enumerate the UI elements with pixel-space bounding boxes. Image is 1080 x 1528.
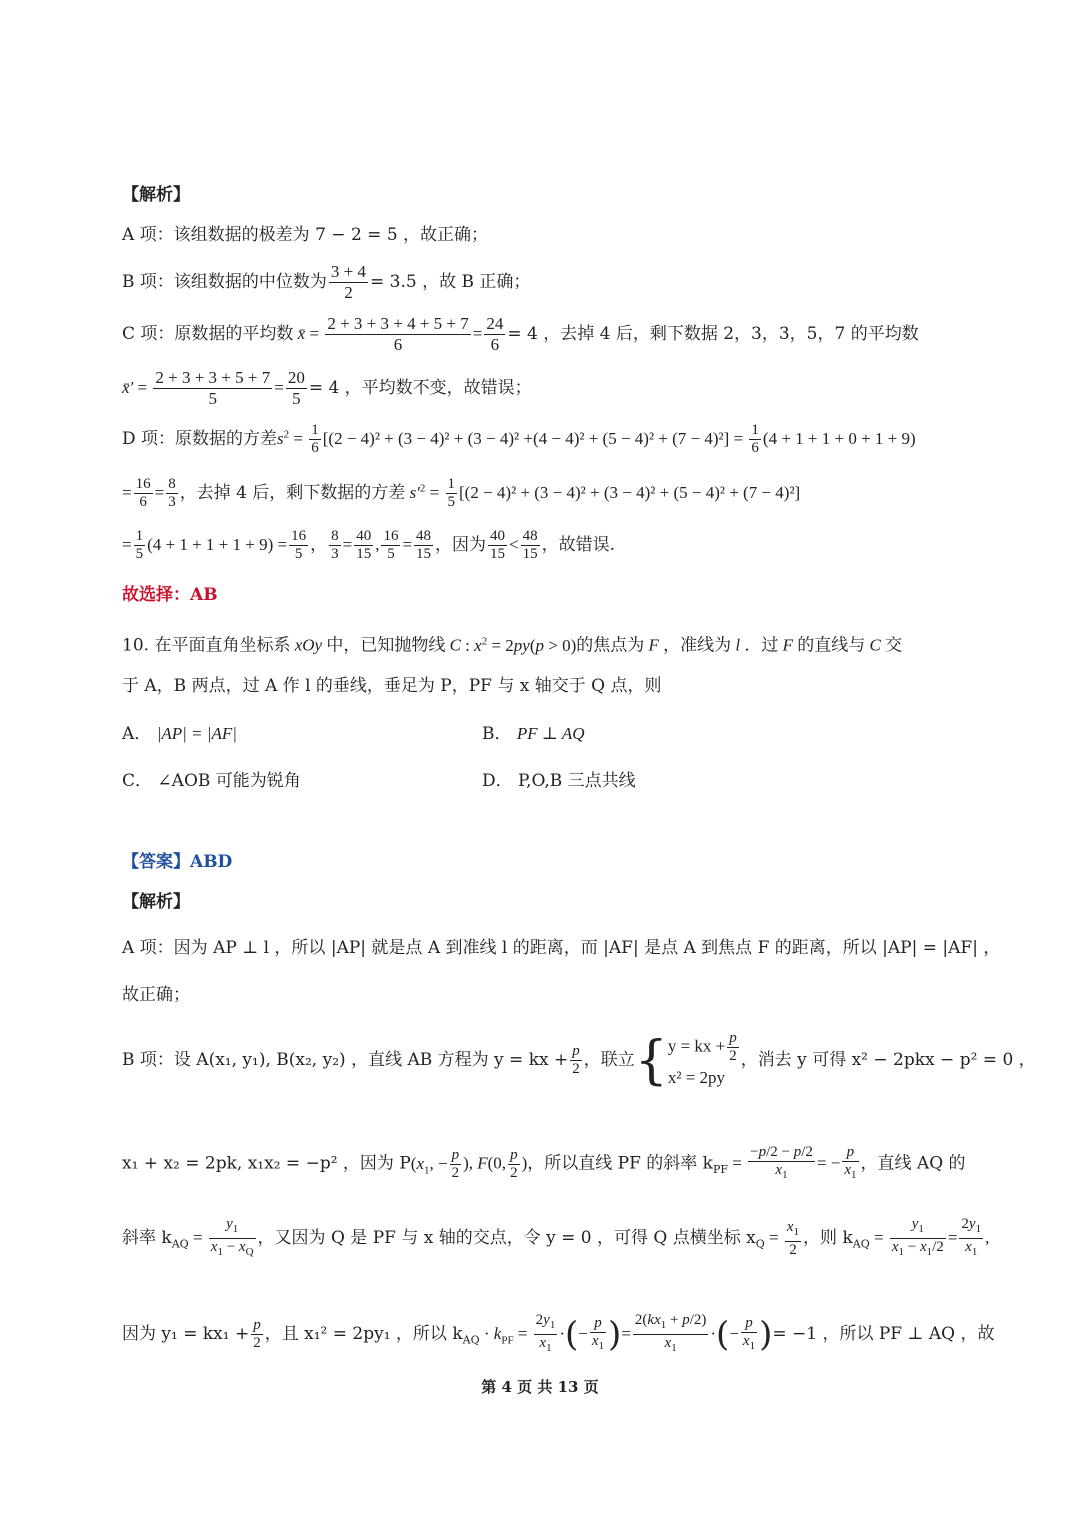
option-d: D． P,O,B 三点共线 xyxy=(482,771,636,791)
q10-b-analysis-line4: 因为 y₁ = kx₁ + $\frac{p}{2}$ ，且 x₁² = 2py₁ ，所以 $k_{AQ} \cdot k_{PF}$ = $\frac{2y_1}{x_1}$ ·(− $\frac{p}{x_1}$ )= $\frac{2(kx_1 + p/2)}{x_1}$ ·(− $\frac{p}{x_1}$ )= −1 ，所以 PF ⊥ AQ ，故 xyxy=(122,1312,995,1355)
median-fraction: $\frac{3 + 4}{2}$ xyxy=(330,262,366,302)
new-mean-fraction-2: $\frac{20}{5}$ xyxy=(287,368,305,408)
answer-choice: 故选择：AB xyxy=(122,585,218,605)
q10-option-b-analysis: B 项：设 A(x₁, y₁), B(x₂, y₂) ，直线 AB 方程为 y = kx + $\frac{p}{2}$ ，联立{ y = kx + $\frac{p}{2}$ x² = 2py ，消去 y 可得 x² − 2pkx − p² = 0 ， xyxy=(122,1030,1036,1091)
option-d-analysis: D 项：原数据的方差$s^2$ = $\frac{1}{6}$ [(2 − 4)² + (3 − 4)² + (3 − 4)² +(4 − 4)² + (5 − 4)² + (7 − 4)²] = $\frac{1}{6}$ (4 + 1 + 1 + 0 + 1 + 9) xyxy=(122,422,916,456)
page-footer: 第 4 页 共 13 页 xyxy=(481,1378,599,1396)
new-mean-fraction: $\frac{2 + 3 + 3 + 5 + 7}{5}$ xyxy=(155,368,271,408)
question-10-stem-2: 于 A，B 两点，过 A 作 l 的垂线，垂足为 P，PF 与 x 轴交于 Q 点，则 xyxy=(122,676,662,696)
q10-b-analysis-line3: 斜率 $k_{AQ}$ = $\frac{y_1}{x_1 - x_Q}$ ，又因为 Q 是 PF 与 x 轴的交点，令 y = 0 ，可得 Q 点横坐标 $x_Q$ = $\frac{x_1}{2}$ ，则 $k_{AQ}$ = $\frac{y_1}{x_1 - x_1/2}$ = $\frac{2y_1}{x_1}$ , xyxy=(122,1216,990,1258)
b-suffix: = 3.5 ，故 B 正确； xyxy=(370,272,531,292)
option-c: C． ∠AOB 可能为锐角 xyxy=(122,771,301,791)
q10-option-a-analysis-2: 故正确； xyxy=(122,985,190,1005)
option-d-analysis-2: = $\frac{16}{6}$ = $\frac{8}{3}$ ，去掉 4 后，剩下数据的方差 $s'^2$ = $\frac{1}{5}$ [(2 − 4)² + (3 − 4)² + (3 − 4)² + (5 − 4)² + (7 − 4)²] xyxy=(122,476,801,510)
option-d-analysis-3: = $\frac{1}{5}$ (4 + 1 + 1 + 1 + 9) = $\frac{16}{5}$ ， $\frac{8}{3}$ = $\frac{40}{15}$ , $\frac{16}{5}$ = $\frac{48}{15}$ ，因为 $\frac{40}{15}$ < $\frac{48}{15}$ ，故错误. xyxy=(122,528,616,562)
question-10-stem: 10. 在平面直角坐标系 xOy 中，已知抛物线 C : $x^2 = 2py(p > 0)$的焦点为 F ，准线为 l ．过 F 的直线与 C 交 xyxy=(122,635,903,656)
option-b: B． PF ⊥ AQ xyxy=(482,724,585,744)
mean-fraction: $\frac{2 + 3 + 3 + 4 + 5 + 7}{6}$ xyxy=(327,314,469,354)
answer-label: 【答案】ABD xyxy=(122,852,233,872)
mean-fraction-2: $\frac{24}{6}$ xyxy=(486,314,504,354)
option-c-analysis: C 项：原数据的平均数 x̄ = $\frac{2 + 3 + 3 + 4 + 5 + 7}{6}$ = $\frac{24}{6}$ = 4 ，去掉 4 后，剩下数据 2，3，3，5，7 的平均数 xyxy=(122,314,919,354)
analysis-heading-2: 【解析】 xyxy=(122,892,190,912)
option-a: A． |AP| = |AF| xyxy=(122,724,237,744)
q10-option-a-analysis: A 项：因为 AP ⊥ l ，所以 |AP| 就是点 A 到准线 l 的距离，而 |AF| 是点 A 到焦点 F 的距离，所以 |AP| = |AF| ， xyxy=(122,938,1001,958)
option-b-analysis xyxy=(122,262,530,303)
q10-b-analysis-line2: x₁ + x₂ = 2pk, x₁x₂ = −p² ，因为 $P(x_1$, − $\frac{p}{2}$ ), F(0, $\frac{p}{2}$ )，所以直线 PF 的斜率 $k_{PF}$ = $\frac{-p/2 - p/2}{x_1}$ = − $\frac{p}{x_1}$ ，直线 AQ 的 xyxy=(122,1144,966,1181)
option-c-analysis-2: x̄′ = $\frac{2 + 3 + 3 + 5 + 7}{5}$ = $\frac{20}{5}$ = 4 ，平均数不变，故错误； xyxy=(122,368,532,408)
b-prefix: B 项：该组数据的中位数为 xyxy=(122,272,327,292)
option-a-analysis: A 项：该组数据的极差为 7 − 2 = 5 ，故正确； xyxy=(122,225,489,245)
analysis-heading: 【解析】 xyxy=(122,185,190,205)
